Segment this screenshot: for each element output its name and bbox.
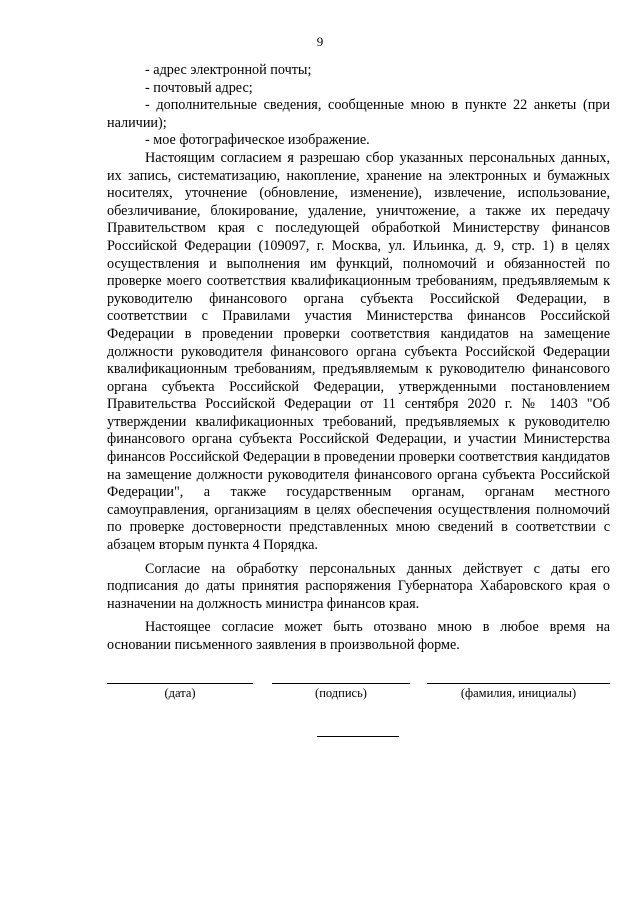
list-item-email: - адрес электронной почты; [145, 62, 312, 78]
name-line: (фамилия, инициалы) [427, 683, 610, 701]
signature-row [107, 683, 610, 723]
list-item-additional-info: - дополнительные сведения, сообщенные мною в пункте 22 анкеты (при наличии); [107, 97, 610, 131]
date-line: (дата) [107, 683, 253, 701]
page-number: 9 [316, 34, 324, 49]
consent-paragraph: Настоящим согласием я разрешаю сбор указанных персональных данных, их запись, систематизацию, накопление, хранение на электронных и бумажных носителях, уточнение (обновление, изменение), извлечение, использование, обезличивание, блокирование, удаление, уничтожение, а также их передачу Правительством края с последующей обработкой Министерству финансов Российской Федерации (109097, г. Москва, ул. Ильинка, д. 9, стр. 1) в целях осуществления и выполнения им функций, полномочий и обязанностей по проверке моего соответствия квалификационным требованиям, предъявляемым к руководителю финансового органа субъекта Российской Федерации, в соответствии с Правилами участия Министерства финансов Российской Федерации в проведении проверки соответствия кандидатов на замещение должности руководителя финансового органа субъекта Российской Федерации квалификационным требованиям, предъявляемым к руководителю финансового органа субъекта Российской Федерации, утвержденными постановлением Правительства Российской Федерации от 11 сентября 2020 г. № 1403 "Об утверждении квалификационных требований, предъявляемых к руководителю финансового органа субъекта Российской Федерации, и участии Министерства финансов Российской Федерации в проведении проверки соответствия кандидатов на замещение должности руководителя финансового органа субъекта Российской Федерации", а также государственным органам, органам местного самоуправления, организациям в целях обеспечения осуществления полномочий по проверке достоверности представленных мною сведений в соответствии с абзацем вторым пункта 4 Порядка. [107, 149, 610, 554]
document-body [107, 62, 610, 655]
revocation-paragraph: Настоящее согласие может быть отозвано мною в любое время на основании письменного заявления в произвольной форме. [107, 619, 610, 653]
signature-line: (подпись) [272, 683, 410, 701]
validity-paragraph: Согласие на обработку персональных данных действует с даты его подписания до даты принятия распоряжения Губернатора Хабаровского края о назначении на должность министра финансов края. [107, 560, 610, 612]
list-item-postal-address: - почтовый адрес; [145, 79, 253, 96]
list-item-photo: - мое фотографическое изображение. [145, 132, 370, 149]
end-divider [317, 736, 399, 737]
